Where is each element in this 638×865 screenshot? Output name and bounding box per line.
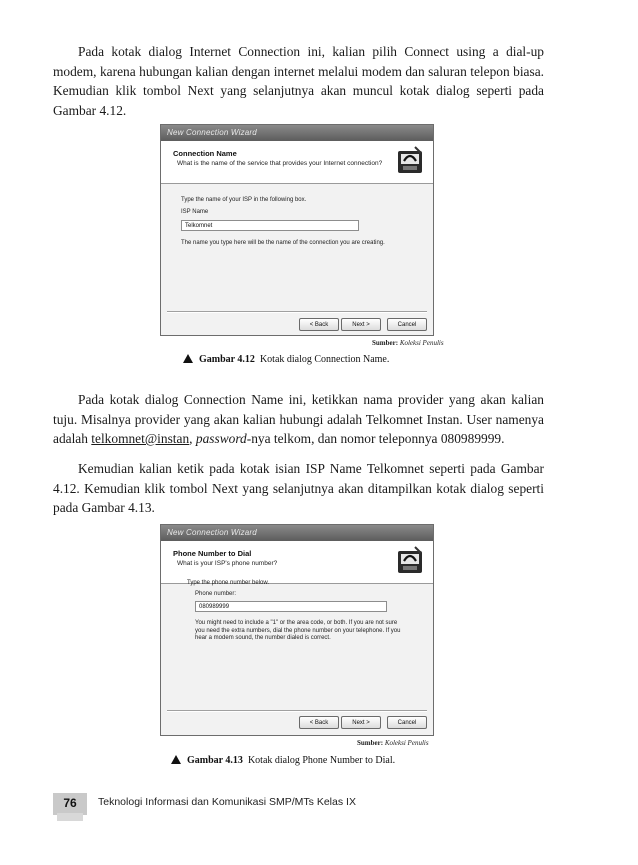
cancel-button[interactable]: Cancel (387, 318, 427, 331)
cancel-button[interactable]: Cancel (387, 716, 427, 729)
caption-1 (183, 354, 389, 365)
phone-number-input[interactable]: 080989999 (195, 601, 387, 612)
connection-name-dialog (160, 124, 434, 336)
paragraph-2-sep: , (189, 431, 196, 446)
caption-text: Kotak dialog Connection Name. (259, 354, 390, 365)
caption-number: Gambar 4.13 (187, 755, 243, 766)
source-note-2 (357, 739, 429, 747)
paragraph-2-text (53, 390, 544, 449)
triangle-icon (183, 354, 193, 363)
phone-wizard-icon (397, 145, 425, 175)
note-text: The name you type here will be the name of the connection you are creating. (181, 240, 385, 246)
phone-number-label: Phone number: (195, 591, 237, 597)
next-button[interactable]: Next > (341, 716, 381, 729)
dialog-header-subtitle: What is your ISP's phone number? (177, 560, 278, 567)
paragraph-3-text: Kemudian kalian ketik pada kotak isian ISP Name Telkomnet seperti pada Gambar 4.12. Kemudian klik tombol Next yang selanjutnya akan ditampilkan kotak dialog seperti pada Gambar 4.13. (53, 461, 544, 515)
password-word: password (195, 431, 247, 446)
isp-name-label: ISP Name (181, 209, 209, 215)
instruction-text: Type the name of your ISP in the following box. (181, 197, 307, 203)
note-text: You might need to include a "1" or the area code, or both. If you are not sure you need the extra numbers, dial the phone number on your telephone. If you hear a modem sound, the number dialed is correct. (195, 620, 401, 641)
dialog-titlebar: New Connection Wizard (161, 525, 433, 541)
caption-text: Kotak dialog Phone Number to Dial. (247, 755, 396, 766)
back-button[interactable]: < Back (299, 716, 339, 729)
paragraph-1-text: Pada kotak dialog Internet Connection ini, kalian pilih Connect using a dial-up modem, karena hubungan kalian dengan internet melalui modem dan saluran telepon biasa. Kemudian klik tombol Next yang selanjutnya akan muncul kotak dialog seperti pada Gambar 4.12. (53, 44, 544, 118)
dialog-header-title: Phone Number to Dial (173, 549, 252, 558)
email-text: telkomnet@instan (91, 431, 190, 446)
page-number-decoration (57, 813, 83, 821)
paragraph-1 (53, 42, 544, 120)
triangle-icon (171, 755, 181, 764)
page-number: 76 (53, 793, 87, 815)
paragraph-3 (53, 459, 544, 518)
source-value: Koleksi Penulis (399, 339, 444, 347)
paragraph-2-part-2: -nya telkom, dan nomor teleponnya 080989999. (246, 431, 505, 446)
paragraph-2 (53, 390, 544, 449)
caption-number: Gambar 4.12 (199, 354, 255, 365)
footer-book-title: Teknologi Informasi dan Komunikasi SMP/MTs Kelas IX (98, 796, 356, 808)
button-separator (167, 710, 427, 712)
phone-number-dialog (160, 524, 434, 736)
dialog-header (161, 141, 433, 184)
caption-2 (171, 755, 395, 766)
button-separator (167, 311, 427, 313)
dialog-titlebar: New Connection Wizard (161, 125, 433, 141)
source-value: Koleksi Penulis (384, 739, 429, 747)
dialog-header (161, 541, 433, 584)
source-label: Sumber: (357, 739, 384, 747)
phone-wizard-icon (397, 545, 425, 575)
dialog-header-subtitle: What is the name of the service that provides your Internet connection? (177, 160, 383, 167)
back-button[interactable]: < Back (299, 318, 339, 331)
paragraph-2-part-1: Pada kotak dialog Connection Name ini, ketikkan nama provider yang akan kalian tuju. Misalnya provider yang akan kalian hubungi adalah Telkomnet Instan. User namenya adalah (53, 392, 544, 446)
source-note-1 (372, 339, 444, 347)
isp-name-input[interactable]: Telkomnet (181, 220, 359, 231)
source-label: Sumber: (372, 339, 399, 347)
instruction-text: Type the phone number below. (187, 580, 270, 586)
next-button[interactable]: Next > (341, 318, 381, 331)
dialog-header-title: Connection Name (173, 149, 237, 158)
